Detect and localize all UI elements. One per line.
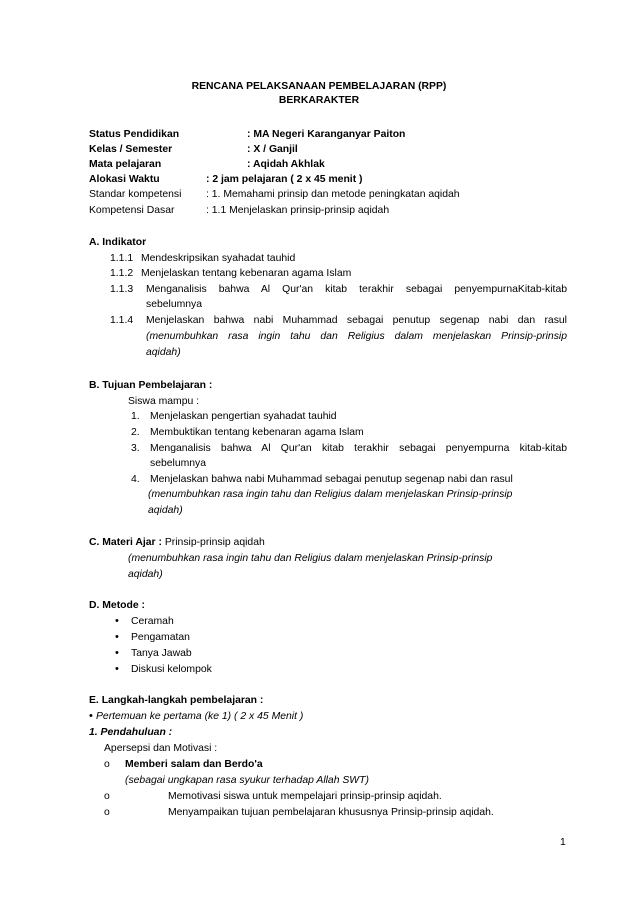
objective-text-continued: sebelumnya [150, 458, 207, 469]
indicator-number: 1.1.1 [110, 253, 134, 264]
introduction-heading: 1. Pendahuluan : [89, 727, 173, 738]
indicator-text: Mendeskripsikan syahadat tauhid [141, 253, 296, 264]
indicator-number: 1.1.4 [110, 315, 134, 326]
character-note-continued: aqidah) [146, 347, 181, 358]
objective-number: 4. [131, 474, 140, 485]
identity-value: : 1. Memahami prinsip dan metode peningkatan aqidah [206, 189, 460, 200]
objective-intro: Siswa mampu : [128, 396, 200, 407]
page-number: 1 [560, 837, 566, 848]
step-text: Memberi salam dan Berdo'a [125, 759, 263, 770]
step-note: (sebagai ungkapan rasa syukur terhadap Allah SWT) [125, 775, 369, 786]
document-title: RENCANA PELAKSANAAN PEMBELAJARAN (RPP) [191, 81, 447, 92]
indicator-text: Menjelaskan tentang kebenaran agama Islam [141, 268, 352, 279]
section-c-line [89, 536, 265, 550]
identity-value: : Aqidah Akhlak [247, 159, 325, 170]
section-c-heading: C. Materi Ajar : [89, 537, 162, 548]
identity-label: Mata pelajaran [89, 159, 162, 170]
meeting-line: Pertemuan ke pertama (ke 1) ( 2 x 45 Menit ) [96, 711, 304, 722]
character-note: (menumbuhkan rasa ingin tahu dan Religius dalam menjelaskan Prinsip-prinsip [128, 553, 493, 564]
bullet-icon: • [89, 710, 93, 722]
method-item: Ceramah [131, 616, 174, 627]
step-text: Memotivasi siswa untuk mempelajari prinsip-prinsip aqidah. [168, 791, 442, 802]
objective-text: Menganalisis bahwa Al Qur'an kitab terakhir sebagai penyempurna kitab-kitab [150, 443, 567, 454]
indicator-text: Menjelaskan bahwa nabi Muhammad sebagai penutup segenap nabi dan rasul [146, 315, 567, 326]
section-b-heading: B. Tujuan Pembelajaran : [89, 380, 213, 391]
bullet-icon: • [115, 615, 119, 627]
objective-text: Menjelaskan pengertian syahadat tauhid [150, 411, 337, 422]
document-subtitle: BERKARAKTER [278, 95, 360, 106]
bullet-icon: • [115, 647, 119, 659]
objective-text: Membuktikan tentang kebenaran agama Islam [150, 427, 364, 438]
indicator-text-continued: sebelumnya [146, 299, 203, 310]
character-note: (menumbuhkan rasa ingin tahu dan Religius dalam menjelaskan Prinsip-prinsip [148, 489, 513, 500]
bullet-icon: • [115, 631, 119, 643]
section-d-heading: D. Metode : [89, 600, 145, 611]
circle-bullet-icon: o [104, 807, 110, 818]
indicator-text: Menganalisis bahwa Al Qur'an kitab terakhir sebagai penyempurnaKitab-kitab [146, 284, 567, 295]
step-text: Menyampaikan tujuan pembelajaran khususnya Prinsip-prinsip aqidah. [168, 807, 494, 818]
identity-value: : 1.1 Menjelaskan prinsip-prinsip aqidah [206, 205, 390, 216]
method-item: Diskusi kelompok [131, 664, 212, 675]
identity-value: : 2 jam pelajaran ( 2 x 45 menit ) [206, 174, 363, 185]
character-note-continued: aqidah) [128, 569, 163, 580]
indicator-number: 1.1.3 [110, 284, 134, 295]
circle-bullet-icon: o [104, 759, 110, 770]
section-c-text: Prinsip-prinsip aqidah [161, 537, 265, 548]
objective-number: 3. [131, 443, 140, 454]
objective-number: 2. [131, 427, 140, 438]
identity-label: Alokasi Waktu [89, 174, 160, 185]
circle-bullet-icon: o [104, 791, 110, 802]
objective-text: Menjelaskan bahwa nabi Muhammad sebagai penutup segenap nabi dan rasul [150, 474, 513, 485]
method-item: Pengamatan [131, 632, 190, 643]
apersepsi-label: Apersepsi dan Motivasi : [104, 743, 218, 754]
identity-label: Kelas / Semester [89, 144, 173, 155]
bullet-icon: • [115, 663, 119, 675]
identity-value: : X / Ganjil [247, 144, 298, 155]
section-a-heading: A. Indikator [89, 237, 147, 248]
identity-label: Kompetensi Dasar [89, 205, 175, 216]
identity-value: : MA Negeri Karanganyar Paiton [247, 129, 406, 140]
objective-number: 1. [131, 411, 140, 422]
indicator-number: 1.1.2 [110, 268, 134, 279]
character-note-continued: aqidah) [148, 505, 183, 516]
identity-label: Standar kompetensi [89, 189, 182, 200]
identity-label: Status Pendidikan [89, 129, 180, 140]
character-note: (menumbuhkan rasa ingin tahu dan Religius dalam menjelaskan Prinsip-prinsip [146, 331, 567, 342]
section-e-heading: E. Langkah-langkah pembelajaran : [89, 695, 264, 706]
method-item: Tanya Jawab [131, 648, 192, 659]
